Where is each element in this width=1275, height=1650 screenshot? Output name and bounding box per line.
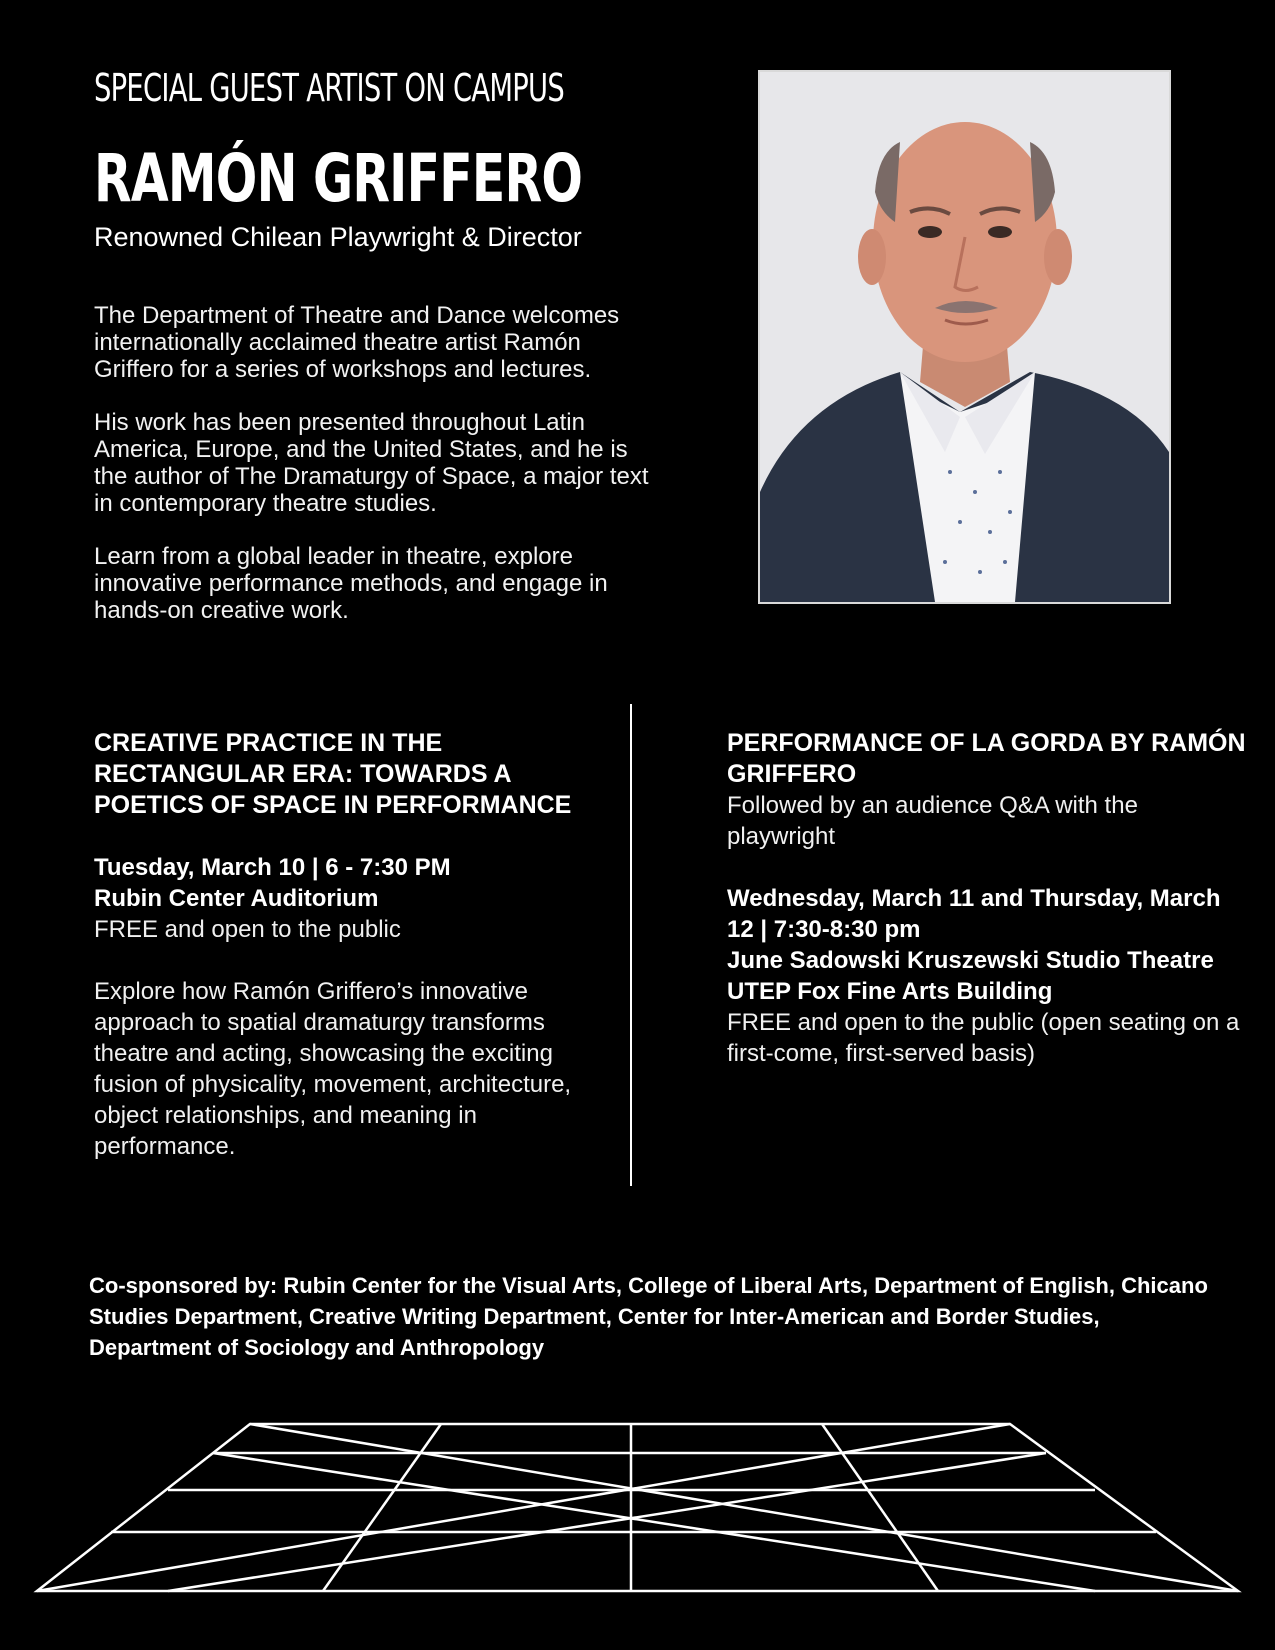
event-performance: [727, 728, 1247, 1069]
event-datetime: Wednesday, March 11 and Thursday, March 12 | 7:30-8:30 pm: [727, 885, 1221, 943]
artist-subtitle: Renowned Chilean Playwright & Director: [94, 222, 582, 252]
event-title: CREATIVE PRACTICE IN THE RECTANGULAR ERA: TOWARDS A POETICS OF SPACE IN PERFORMANCE: [94, 729, 572, 819]
event-location: Rubin Center Auditorium: [94, 885, 379, 912]
intro-text: [94, 302, 654, 650]
event-description: Explore how Ramón Griffero’s innovative approach to spatial dramaturgy transforms theatre and acting, showcasing the exciting fusion of physicality, movement, architecture, object relationships, and meaning in performance.: [94, 978, 572, 1160]
sponsors-text: [89, 1270, 1209, 1363]
event-datetime: Tuesday, March 10 | 6 - 7:30 PM: [94, 854, 451, 881]
event-title: PERFORMANCE OF LA GORDA BY RAMÓN GRIFFERO: [727, 729, 1246, 788]
event-building: UTEP Fox Fine Arts Building: [727, 978, 1053, 1005]
header-kicker: SPECIAL GUEST ARTIST ON CAMPUS: [94, 66, 564, 110]
event-workshop: [94, 728, 594, 1162]
artist-name: RAMÓN GRIFFERO: [94, 140, 583, 217]
event-admission: FREE and open to the public (open seating on a first-come, first-served basis): [727, 1009, 1240, 1067]
perspective-grid-graphic: [0, 1410, 1275, 1650]
intro-paragraph: Learn from a global leader in theatre, explore innovative performance methods, and engage in hands-on creative work.: [94, 543, 608, 624]
sponsors-list: Rubin Center for the Visual Arts, College of Liberal Arts, Department of English, Chicano Studies Department, Creative Writing Department, Center for Inter-American and Border Studies, Department of Sociology and Anthropology: [89, 1273, 1208, 1360]
sponsors-label: Co-sponsored by:: [89, 1273, 278, 1298]
event-subtitle: Followed by an audience Q&A with the playwright: [727, 792, 1138, 850]
intro-paragraph: The Department of Theatre and Dance welcomes internationally acclaimed theatre artist Ramón Griffero for a series of workshops and lectures.: [94, 302, 620, 383]
artist-portrait: [758, 70, 1171, 604]
column-divider: [630, 704, 632, 1186]
intro-paragraph: His work has been presented throughout Latin America, Europe, and the United States, and he is the author of The Dramaturgy of Space, a major text in contemporary theatre studies.: [94, 409, 649, 517]
event-location: June Sadowski Kruszewski Studio Theatre: [727, 947, 1214, 974]
event-admission: FREE and open to the public: [94, 916, 401, 943]
